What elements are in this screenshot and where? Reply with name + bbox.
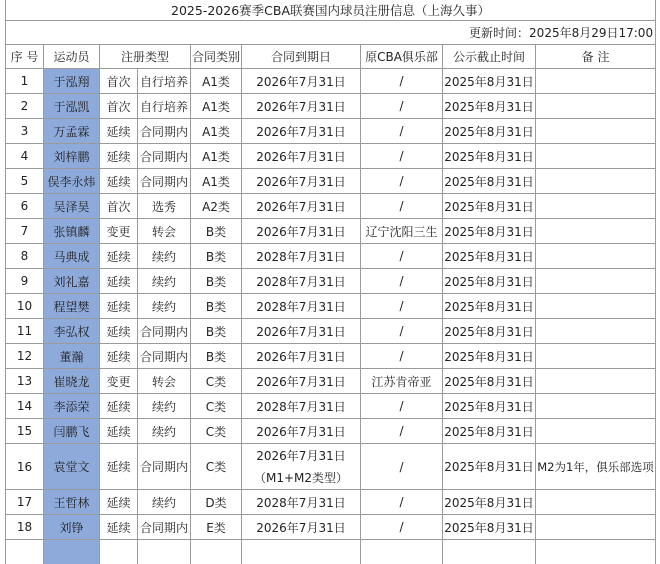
cell-contract-category: B类 (191, 269, 242, 294)
cell-contract-expiry: 2026年7月31日 (242, 94, 361, 119)
cell-reg-type: 变更 (100, 219, 138, 244)
table-row (6, 144, 656, 169)
table-row (6, 269, 656, 294)
cell-remark (536, 515, 656, 540)
table-row (6, 394, 656, 419)
cell-reg-type: 延续 (100, 444, 138, 490)
cell-reg-subtype: 续约 (138, 244, 191, 269)
cell-athlete: 马典成 (44, 244, 100, 269)
cell-former-club: 江苏肯帝亚 (361, 369, 443, 394)
cell-reg-type: 延续 (100, 119, 138, 144)
cell-remark (536, 219, 656, 244)
cell-reg-subtype: 合同期内 (138, 144, 191, 169)
table-row (6, 294, 656, 319)
cell-no: 16 (6, 444, 44, 490)
cell-deadline: 2025年8月31日 (443, 244, 536, 269)
cell-athlete: 刘铮 (44, 515, 100, 540)
cell-deadline: 2025年8月31日 (443, 219, 536, 244)
header-athlete: 运动员 (44, 45, 100, 69)
cell-no: 10 (6, 294, 44, 319)
cell-remark (536, 344, 656, 369)
cell-reg-subtype: 续约 (138, 394, 191, 419)
cell-reg-subtype: 合同期内 (138, 169, 191, 194)
cell-athlete: 刘梓鹏 (44, 144, 100, 169)
cell-remark (536, 294, 656, 319)
cell-reg-subtype: 合同期内 (138, 319, 191, 344)
cell-remark (536, 269, 656, 294)
header-former-club: 原CBA俱乐部 (361, 45, 443, 69)
cell-reg-subtype: 续约 (138, 419, 191, 444)
header-row (6, 45, 656, 69)
cell-contract-expiry: 2026年7月31日 (242, 319, 361, 344)
cell-contract-category: B类 (191, 244, 242, 269)
cell-contract-expiry: 2026年7月31日 (242, 369, 361, 394)
cell-reg-type: 延续 (100, 269, 138, 294)
table-row (6, 419, 656, 444)
cell-contract-category: C类 (191, 419, 242, 444)
cell-remark (536, 94, 656, 119)
cell-reg-subtype: 自行培养 (138, 94, 191, 119)
cell-athlete: 吴泽昊 (44, 194, 100, 219)
cell-reg-subtype: 续约 (138, 490, 191, 515)
cell-deadline: 2025年8月31日 (443, 319, 536, 344)
cell-deadline: 2025年8月31日 (443, 444, 536, 490)
cell-deadline: 2025年8月31日 (443, 94, 536, 119)
cell-athlete: 俣李永炜 (44, 169, 100, 194)
cell-former-club: / (361, 94, 443, 119)
cell-no: 7 (6, 219, 44, 244)
cell-athlete: 万孟霖 (44, 119, 100, 144)
table-row-partial (6, 540, 656, 564)
table-row (6, 515, 656, 540)
empty-cell (443, 540, 536, 564)
cell-reg-type: 延续 (100, 394, 138, 419)
cell-contract-category: B类 (191, 344, 242, 369)
cell-remark (536, 419, 656, 444)
cell-contract-expiry: 2028年7月31日 (242, 294, 361, 319)
cell-contract-category: C类 (191, 394, 242, 419)
cell-no: 14 (6, 394, 44, 419)
cell-no: 12 (6, 344, 44, 369)
cell-former-club: / (361, 269, 443, 294)
cell-former-club: / (361, 419, 443, 444)
cell-contract-expiry (242, 444, 361, 490)
cell-former-club: / (361, 69, 443, 94)
cell-reg-type: 变更 (100, 369, 138, 394)
empty-cell (6, 540, 44, 564)
cell-former-club: / (361, 119, 443, 144)
cell-contract-category: B类 (191, 219, 242, 244)
cell-contract-category: A1类 (191, 69, 242, 94)
cell-contract-category: A1类 (191, 169, 242, 194)
cell-former-club: / (361, 144, 443, 169)
cell-reg-type: 首次 (100, 194, 138, 219)
empty-cell (138, 540, 191, 564)
cell-athlete: 张镇麟 (44, 219, 100, 244)
empty-cell (361, 540, 443, 564)
cell-no: 15 (6, 419, 44, 444)
cell-remark (536, 394, 656, 419)
cell-contract-expiry: 2026年7月31日 (242, 119, 361, 144)
cell-contract-category: A1类 (191, 144, 242, 169)
cell-athlete: 李弘权 (44, 319, 100, 344)
cell-contract-category: B类 (191, 294, 242, 319)
cell-deadline: 2025年8月31日 (443, 294, 536, 319)
table-row (6, 244, 656, 269)
cell-contract-expiry: 2026年7月31日 (242, 219, 361, 244)
cell-deadline: 2025年8月31日 (443, 394, 536, 419)
cell-athlete: 于泓凯 (44, 94, 100, 119)
cell-reg-type: 延续 (100, 490, 138, 515)
cell-former-club: / (361, 444, 443, 490)
table-row (6, 219, 656, 244)
cell-reg-type: 首次 (100, 69, 138, 94)
cell-no: 8 (6, 244, 44, 269)
cell-contract-expiry: 2026年7月31日 (242, 344, 361, 369)
header-contract-category: 合同类别 (191, 45, 242, 69)
cell-former-club: / (361, 294, 443, 319)
cell-contract-category: A1类 (191, 119, 242, 144)
table-row (6, 69, 656, 94)
header-reg-type: 注册类型 (100, 45, 191, 69)
cell-contract-category: A2类 (191, 194, 242, 219)
cell-reg-subtype: 转会 (138, 219, 191, 244)
cell-reg-subtype: 合同期内 (138, 515, 191, 540)
header-remark: 备 注 (536, 45, 656, 69)
cell-former-club: / (361, 394, 443, 419)
cell-remark: M2为1年，俱乐部选项 (536, 444, 656, 490)
cell-no: 3 (6, 119, 44, 144)
cell-reg-type: 延续 (100, 319, 138, 344)
cell-contract-category: E类 (191, 515, 242, 540)
empty-cell (100, 540, 138, 564)
cell-reg-subtype: 续约 (138, 269, 191, 294)
cell-reg-type: 延续 (100, 294, 138, 319)
cell-athlete: 李添荣 (44, 394, 100, 419)
cell-no: 9 (6, 269, 44, 294)
cell-contract-expiry: 2026年7月31日 (242, 69, 361, 94)
header-no: 序 号 (6, 45, 44, 69)
empty-cell (242, 540, 361, 564)
contract-expiry-date: 2026年7月31日 (242, 445, 360, 467)
cell-remark (536, 490, 656, 515)
cell-reg-type: 延续 (100, 244, 138, 269)
cell-remark (536, 369, 656, 394)
cell-remark (536, 119, 656, 144)
cell-contract-expiry: 2026年7月31日 (242, 144, 361, 169)
cell-deadline: 2025年8月31日 (443, 515, 536, 540)
registration-table (5, 0, 656, 564)
cell-athlete: 董瀚 (44, 344, 100, 369)
cell-remark (536, 194, 656, 219)
table-row (6, 444, 656, 490)
cell-former-club: / (361, 344, 443, 369)
cell-contract-expiry: 2028年7月31日 (242, 394, 361, 419)
cell-reg-type: 延续 (100, 515, 138, 540)
table-row (6, 194, 656, 219)
cell-contract-expiry: 2026年7月31日 (242, 169, 361, 194)
cell-reg-subtype: 合同期内 (138, 119, 191, 144)
cell-athlete: 于泓翔 (44, 69, 100, 94)
cell-deadline: 2025年8月31日 (443, 69, 536, 94)
header-contract-expiry: 合同到期日 (242, 45, 361, 69)
cell-athlete: 袁堂文 (44, 444, 100, 490)
cell-contract-category: B类 (191, 319, 242, 344)
cell-remark (536, 244, 656, 269)
cell-reg-subtype: 合同期内 (138, 444, 191, 490)
cell-athlete: 崔晓龙 (44, 369, 100, 394)
cell-reg-type: 延续 (100, 144, 138, 169)
cell-deadline: 2025年8月31日 (443, 194, 536, 219)
header-deadline: 公示截止时间 (443, 45, 536, 69)
table-title: 2025-2026赛季CBA联赛国内球员注册信息（上海久事） (6, 0, 656, 21)
cell-no: 5 (6, 169, 44, 194)
cell-athlete: 王哲林 (44, 490, 100, 515)
cell-athlete: 刘礼嘉 (44, 269, 100, 294)
cell-former-club: / (361, 515, 443, 540)
cell-reg-type: 首次 (100, 94, 138, 119)
cell-no: 4 (6, 144, 44, 169)
table-row (6, 319, 656, 344)
cell-remark (536, 319, 656, 344)
cell-athlete: 程望樊 (44, 294, 100, 319)
cell-contract-expiry: 2028年7月31日 (242, 269, 361, 294)
cell-reg-type: 延续 (100, 169, 138, 194)
cell-contract-category: D类 (191, 490, 242, 515)
contract-expiry-note: （M1+M2类型） (242, 467, 360, 489)
empty-cell (191, 540, 242, 564)
cell-reg-type: 延续 (100, 419, 138, 444)
cell-no: 2 (6, 94, 44, 119)
cell-deadline: 2025年8月31日 (443, 144, 536, 169)
cell-no: 18 (6, 515, 44, 540)
cell-deadline: 2025年8月31日 (443, 369, 536, 394)
table-row (6, 94, 656, 119)
cell-former-club: / (361, 194, 443, 219)
cell-athlete: 闫鹏飞 (44, 419, 100, 444)
table-row (6, 169, 656, 194)
cell-reg-subtype: 合同期内 (138, 344, 191, 369)
table-row (6, 490, 656, 515)
cell-no: 17 (6, 490, 44, 515)
cell-contract-expiry: 2026年7月31日 (242, 515, 361, 540)
cell-former-club: 辽宁沈阳三生 (361, 219, 443, 244)
cell-former-club: / (361, 490, 443, 515)
cell-remark (536, 169, 656, 194)
cell-remark (536, 69, 656, 94)
cell-remark (536, 144, 656, 169)
cell-contract-expiry: 2026年7月31日 (242, 194, 361, 219)
cell-contract-expiry: 2028年7月31日 (242, 244, 361, 269)
cell-deadline: 2025年8月31日 (443, 490, 536, 515)
cell-deadline: 2025年8月31日 (443, 269, 536, 294)
cell-contract-category: A1类 (191, 94, 242, 119)
cell-reg-type: 延续 (100, 344, 138, 369)
table-row (6, 369, 656, 394)
cell-deadline: 2025年8月31日 (443, 419, 536, 444)
cell-former-club: / (361, 319, 443, 344)
table-row (6, 119, 656, 144)
cell-contract-expiry: 2028年7月31日 (242, 490, 361, 515)
cell-contract-category: C类 (191, 444, 242, 490)
cell-deadline: 2025年8月31日 (443, 119, 536, 144)
cell-no: 13 (6, 369, 44, 394)
empty-cell (536, 540, 656, 564)
empty-cell (44, 540, 100, 564)
cell-reg-subtype: 续约 (138, 294, 191, 319)
cell-former-club: / (361, 244, 443, 269)
cell-no: 1 (6, 69, 44, 94)
cell-no: 6 (6, 194, 44, 219)
cell-no: 11 (6, 319, 44, 344)
cell-reg-subtype: 转会 (138, 369, 191, 394)
cell-deadline: 2025年8月31日 (443, 344, 536, 369)
cell-reg-subtype: 选秀 (138, 194, 191, 219)
table-row (6, 344, 656, 369)
cell-reg-subtype: 自行培养 (138, 69, 191, 94)
update-time: 更新时间：2025年8月29日17:00 (6, 21, 656, 45)
cell-deadline: 2025年8月31日 (443, 169, 536, 194)
cell-contract-category: C类 (191, 369, 242, 394)
cell-former-club: / (361, 169, 443, 194)
cell-contract-expiry: 2026年7月31日 (242, 419, 361, 444)
